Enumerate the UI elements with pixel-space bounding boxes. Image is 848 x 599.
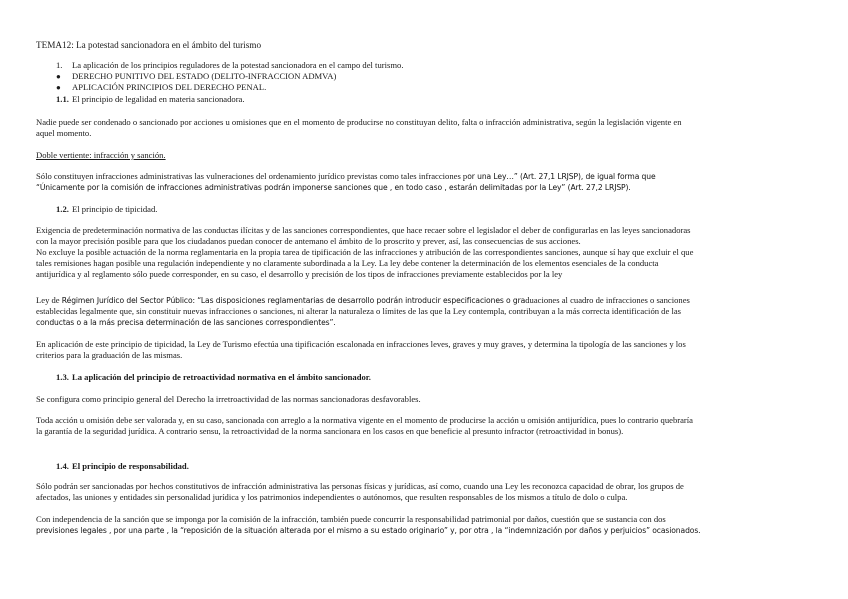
paragraph-legalidad <box>36 117 812 139</box>
text-run: Régimen Jurídico del Sector Público: “Las disposiciones reglamentarias de desarrollo podrán introducir especificaciones o gra <box>61 296 526 305</box>
doble-vertiente-heading: Doble vertiente: infracción y sanción. <box>36 150 166 160</box>
bullet-item <box>56 82 266 93</box>
paragraph-line: Toda acción u omisión debe ser valorada y, en su caso, sancionada con arreglo a la normativa vigente en el momento de producirse la acción u omisión antijurídica, pues lo contrario quebraría <box>36 415 693 425</box>
paragraph-line: con la mayor precisión posible para que los ciudadanos puedan conocer de antemano el ámbito de lo proscrito y prever, así, las consecuencias de sus acciones. <box>36 236 581 246</box>
paragraph-line: conductas o a la más precisa determinación de las sanciones correspondientes”. <box>36 318 336 327</box>
section-heading-1-1 <box>56 94 245 105</box>
paragraph-tipicidad <box>36 225 812 280</box>
paragraph-ley-turismo <box>36 339 812 361</box>
text-run: duaciones al cuadro de infracciones o sanciones <box>525 295 690 305</box>
paragraph-line: tales remisiones hagan posible una regulación independiente y no claramente subordinada a la Ley. La ley debe contener la determinación de los elementos esenciales de la conducta <box>36 258 659 268</box>
bullet-item <box>56 71 336 82</box>
paragraph-line: criterios para la graduación de las mismas. <box>36 350 183 360</box>
section-title: La aplicación del principio de retroactividad normativa en el ámbito sancionador. <box>72 372 371 382</box>
paragraph-line: En aplicación de este principio de tipicidad, la Ley de Turismo efectúa una tipificación escalonada en infracciones leves, graves y muy graves, y determina la tipología de las sanciones y los <box>36 339 686 349</box>
paragraph-line: Exigencia de predeterminación normativa de las conductas ilícitas y de las sanciones correspondientes, que hace recaer sobre el legislador el deber de configurarlas en las leyes sancionadoras <box>36 225 691 235</box>
bullet-text: DERECHO PUNITIVO DEL ESTADO (DELITO-INFRACCION ADMVA) <box>72 71 337 81</box>
paragraph-line: Se configura como principio general del Derecho la irretroactividad de las normas sancionadoras desfavorables. <box>36 394 421 404</box>
paragraph-line: antijurídica y al reglamento sólo puede corresponder, en su caso, el desarrollo y precisión de los tipos de infracciones previamente establecidos por la ley <box>36 269 563 279</box>
paragraph-responsables <box>36 481 812 503</box>
paragraph-line: la garantía de la seguridad jurídica. A contrario sensu, la retroactividad de la norma sancionara en los casos en que beneficie al presunto infractor (retroactividad in bonus). <box>36 426 624 436</box>
paragraph-line: No excluye la posible actuación de la norma reglamentaria en la propia tarea de tipificación de las infracciones y atribución de las correspondientes sanciones, aunque sí hay que excluir el que <box>36 247 694 257</box>
paragraph-line <box>36 171 812 182</box>
paragraph-irretroactividad <box>36 394 812 405</box>
paragraph-line: Con independencia de la sanción que se imponga por la comisión de la infracción, también puede concurrir la responsabilidad patrimonial por daños, cuestión que se sustancia con dos <box>36 514 666 524</box>
section-title: El principio de responsabilidad. <box>72 461 189 471</box>
bullet-icon: ● <box>56 83 61 92</box>
paragraph-line: Sólo podrán ser sancionadas por hechos constitutivos de infracción administrativa las personas físicas y jurídicas, así como, cuando una Ley les reconozca capacidad de obrar, los grupos de <box>36 481 684 491</box>
paragraph-line: aquel momento. <box>36 128 92 138</box>
paragraph-infracciones <box>36 171 812 193</box>
section-number: 1.2. <box>56 204 69 214</box>
paragraph-responsabilidad-patrimonial <box>36 514 812 536</box>
item-text: La aplicación de los principios reguladores de la potestad sancionadora en el campo del turismo. <box>72 60 404 70</box>
section-heading-1-4 <box>56 461 189 472</box>
paragraph-ley-regimen <box>36 295 812 328</box>
text-run: Sólo constituyen infracciones administrativas las vulneraciones del ordenamiento jurídico previstas como tales infracciones p <box>36 171 468 181</box>
paragraph-line: afectados, las uniones y entidades sin personalidad jurídica y los patrimonios independientes o autónomos, que resulten responsables de los mismos a título de dolo o culpa. <box>36 492 628 502</box>
numbered-item <box>56 60 403 71</box>
paragraph-line: establecidas legalmente que, sin constituir nuevas infracciones o sanciones, ni alterar la naturaleza o límites de las que la Ley contempla, contribuyan a la más correcta identificación de las <box>36 306 681 316</box>
text-run: or una Ley…” (Art. 27,1 LRJSP), de igual forma que <box>467 172 656 181</box>
paragraph-retroactividad <box>36 415 812 437</box>
document-title: TEMA12: La potestad sancionadora en el ámbito del turismo <box>36 40 262 50</box>
section-number: 1.4. <box>56 461 69 471</box>
paragraph-line: “Únicamente por la comisión de infracciones administrativas podrán imponerse sanciones que , en todo caso , estarán delimitadas por la Ley” (Art. 27,2 LRJSP). <box>36 183 631 192</box>
bullet-icon: ● <box>56 72 61 81</box>
section-title: El principio de legalidad en materia sancionadora. <box>72 94 245 104</box>
paragraph-line: Nadie puede ser condenado o sancionado por acciones u omisiones que en el momento de producirse no constituyan delito, falta o infracción administrativa, según la legislación vigente en <box>36 117 682 127</box>
paragraph-line: previsiones legales , por una parte , la “reposición de la situación alterada por el mismo a su estado originario” y, por otra , la “indemnización por daños y perjuicios” ocasionados. <box>36 526 701 535</box>
section-title: El principio de tipicidad. <box>72 204 158 214</box>
text-run: Ley de <box>36 295 62 305</box>
section-heading-1-3 <box>56 372 371 383</box>
section-heading-1-2 <box>56 204 157 215</box>
paragraph-line <box>36 295 812 306</box>
item-number: 1. <box>56 60 63 70</box>
bullet-text: APLICACIÓN PRINCIPIOS DEL DERECHO PENAL. <box>72 82 267 92</box>
section-number: 1.3. <box>56 372 69 382</box>
section-number: 1.1. <box>56 94 69 104</box>
